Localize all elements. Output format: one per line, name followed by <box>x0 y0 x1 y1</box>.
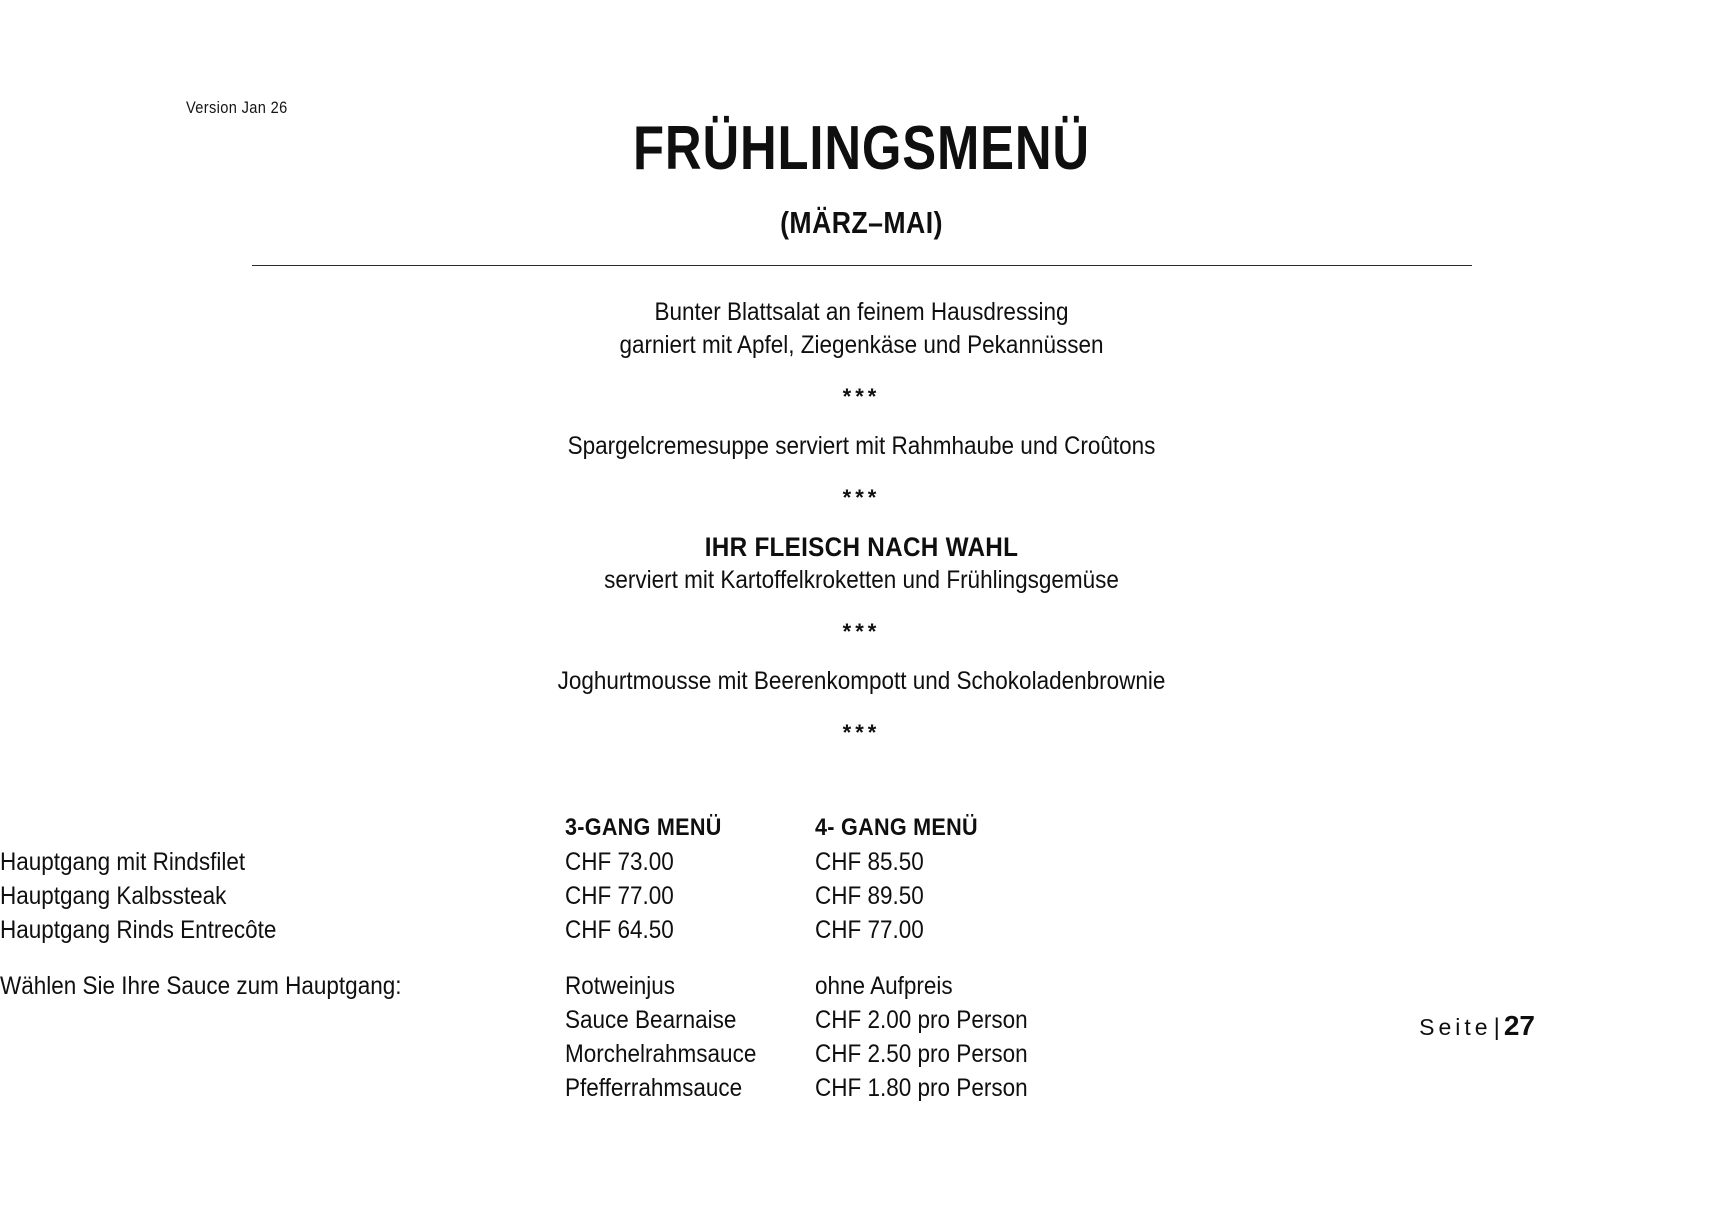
sauce-row <box>0 1071 1075 1105</box>
page-subtitle: (MÄRZ–MAI) <box>780 205 943 240</box>
dish-name: Hauptgang Rinds Entrecôte <box>0 916 277 944</box>
table-header-row <box>0 810 1075 845</box>
sauce-price: CHF 2.00 pro Person <box>815 1006 1028 1034</box>
course-separator: *** <box>842 384 881 409</box>
sauce-name: Pfefferrahmsauce <box>565 1074 743 1102</box>
course-line: Bunter Blattsalat an feinem Hausdressing <box>654 298 1069 326</box>
sauce-price: CHF 2.50 pro Person <box>815 1040 1028 1068</box>
column-header-4course: 4- GANG MENÜ <box>815 814 978 841</box>
price-4course: CHF 89.50 <box>815 882 924 910</box>
course-item <box>0 430 1723 463</box>
footer-label: Seite <box>1419 1014 1492 1040</box>
sauce-name: Sauce Bearnaise <box>565 1006 737 1034</box>
sauce-name: Morchelrahmsauce <box>565 1040 757 1068</box>
course-line: garniert mit Apfel, Ziegenkäse und Pekannüssen <box>619 331 1104 359</box>
course-separator: *** <box>842 619 881 644</box>
course-line: Joghurtmousse mit Beerenkompott und Schokoladenbrownie <box>557 667 1166 695</box>
table-row <box>0 845 1075 879</box>
course-item <box>0 531 1723 597</box>
price-4course: CHF 77.00 <box>815 916 924 944</box>
course-item <box>0 665 1723 698</box>
column-header-3course: 3-GANG MENÜ <box>565 814 722 841</box>
course-line: serviert mit Kartoffelkroketten und Frühlingsgemüse <box>604 566 1119 594</box>
price-4course: CHF 85.50 <box>815 848 924 876</box>
page-footer <box>1419 1010 1535 1042</box>
dish-name: Hauptgang mit Rindsfilet <box>0 848 246 876</box>
sauce-name: Rotweinjus <box>565 972 676 1000</box>
course-heading: IHR FLEISCH NACH WAHL <box>704 532 1019 562</box>
price-table <box>0 810 1723 1105</box>
price-3course: CHF 73.00 <box>565 848 674 876</box>
sauce-label: Wählen Sie Ihre Sauce zum Hauptgang: <box>0 972 402 1000</box>
table-row <box>0 913 1075 947</box>
course-separator: *** <box>842 485 881 510</box>
courses-list <box>0 296 1723 766</box>
dish-name: Hauptgang Kalbssteak <box>0 882 227 910</box>
price-3course: CHF 77.00 <box>565 882 674 910</box>
version-note: Version Jan 26 <box>186 98 288 117</box>
price-3course: CHF 64.50 <box>565 916 674 944</box>
table-row <box>0 879 1075 913</box>
page-title: FRÜHLINGSMENÜ <box>633 114 1090 183</box>
sauce-price: ohne Aufpreis <box>815 972 953 1000</box>
course-line: Spargelcremesuppe serviert mit Rahmhaube und Croûtons <box>567 432 1156 460</box>
sauce-row <box>0 1003 1075 1037</box>
course-separator: *** <box>842 720 881 745</box>
header-divider <box>252 265 1472 266</box>
sauce-row <box>0 1037 1075 1071</box>
sauce-row <box>0 969 1075 1003</box>
footer-separator: | <box>1493 1014 1500 1041</box>
footer-page-number: 27 <box>1503 1010 1535 1041</box>
sauce-price: CHF 1.80 pro Person <box>815 1074 1028 1102</box>
table-spacer <box>0 947 1075 969</box>
course-item <box>0 296 1723 362</box>
